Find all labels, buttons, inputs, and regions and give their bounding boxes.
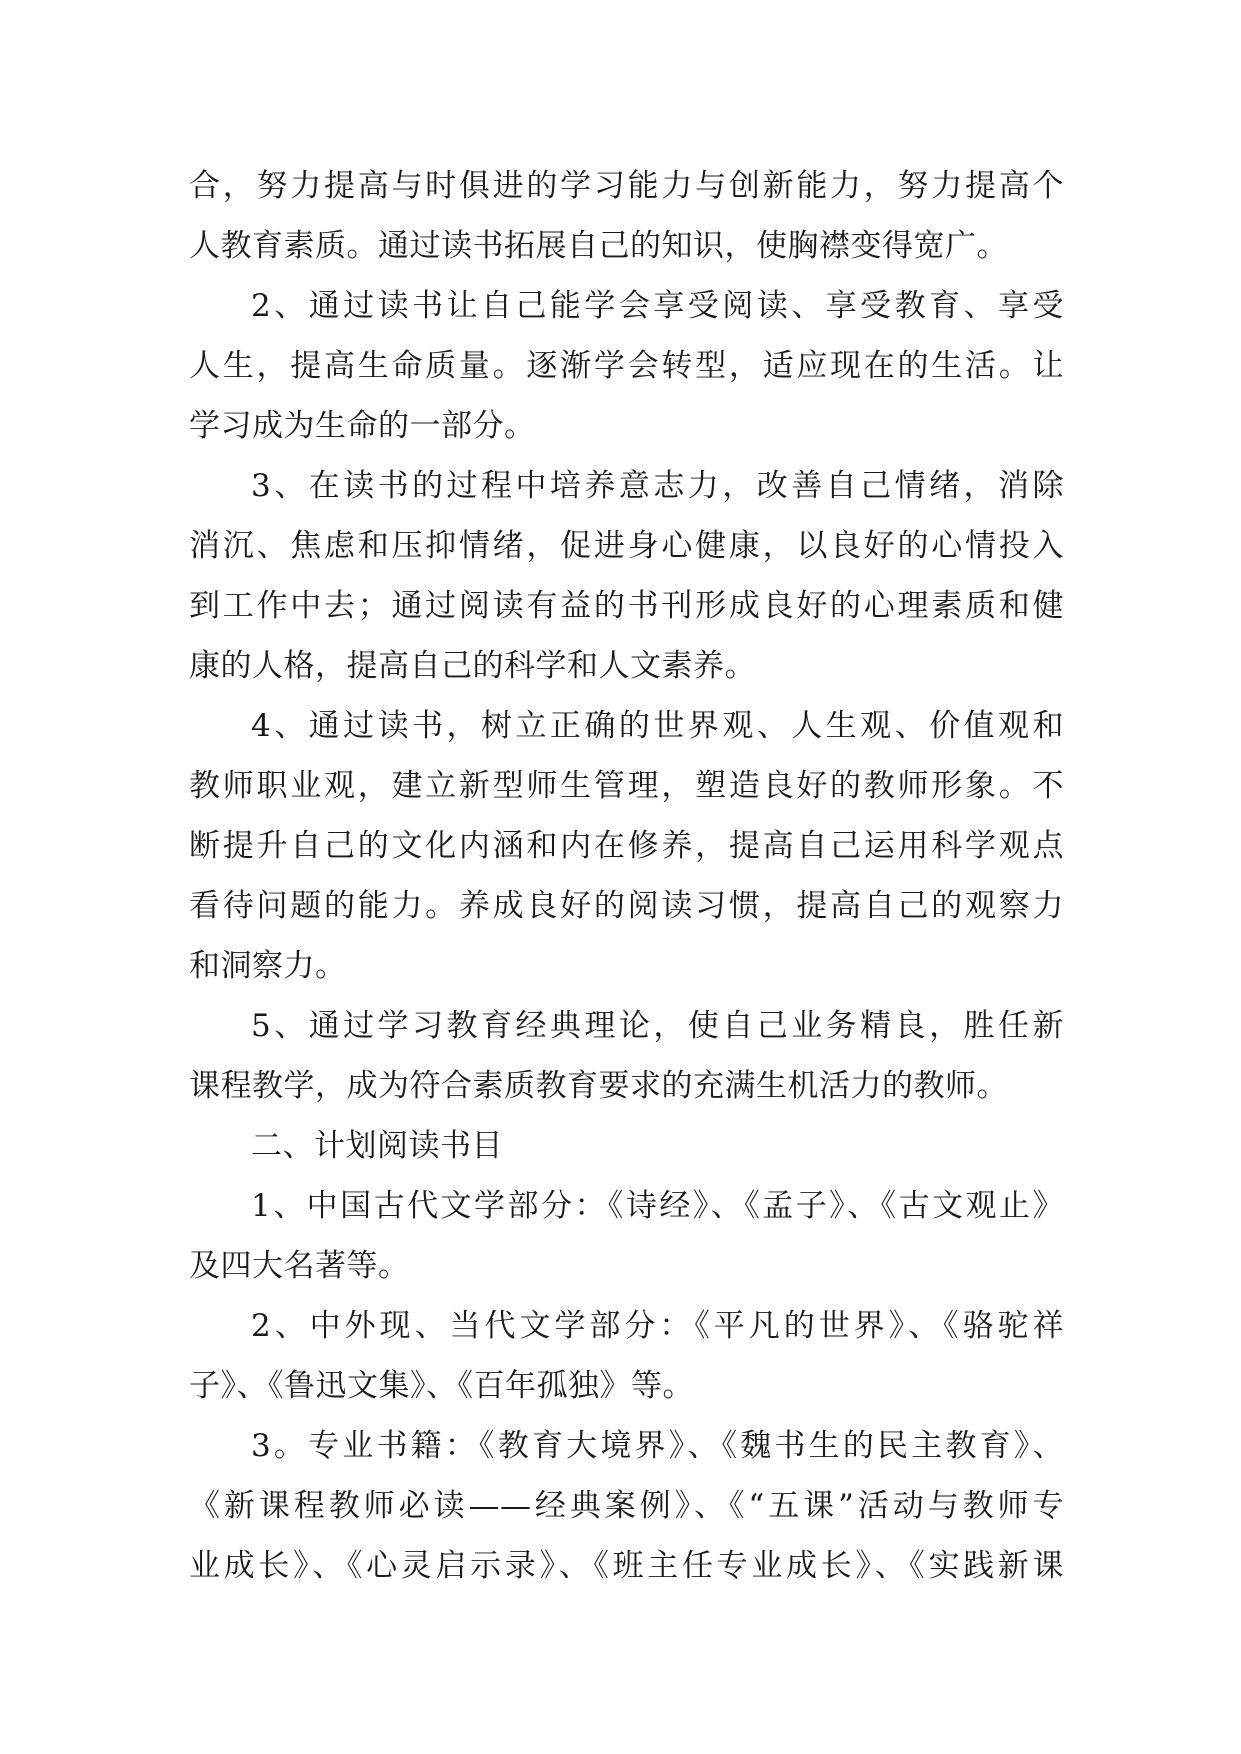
section-heading: 二、计划阅读书目 bbox=[251, 1128, 503, 1164]
text-line: 康的人格，提高自己的科学和人文素养。 bbox=[189, 648, 756, 684]
text-line: 业成长》、《心灵启示录》、《班主任专业成长》、《实践新课 bbox=[189, 1548, 1064, 1584]
text-line: 课程教学，成为符合素质教育要求的充满生机活力的教师。 bbox=[189, 1068, 1008, 1104]
paragraph-first-line: 5、通过学习教育经典理论，使自己业务精良，胜任新 bbox=[251, 1008, 1064, 1044]
document-page bbox=[189, 156, 1064, 1596]
text-line: 看待问题的能力。养成良好的阅读习惯，提高自己的观察力 bbox=[189, 888, 1064, 924]
text-line: 教师职业观，建立新型师生管理，塑造良好的教师形象。不 bbox=[189, 768, 1064, 804]
paragraph-first-line: 4、通过读书，树立正确的世界观、人生观、价值观和 bbox=[251, 708, 1064, 744]
text-line: 子》、《鲁迅文集》、《百年孤独》等。 bbox=[189, 1368, 694, 1404]
text-line: 到工作中去；通过阅读有益的书刊形成良好的心理素质和健 bbox=[189, 588, 1064, 624]
text-line: 人生，提高生命质量。逐渐学会转型，适应现在的生活。让 bbox=[189, 348, 1064, 384]
text-line: 消沉、焦虑和压抑情绪，促进身心健康，以良好的心情投入 bbox=[189, 528, 1064, 564]
text-line: 合，努力提高与时俱进的学习能力与创新能力，努力提高个 bbox=[189, 168, 1064, 204]
paragraph-first-line: 3。专业书籍：《教育大境界》、《魏书生的民主教育》、 bbox=[251, 1428, 1064, 1464]
text-line: 学习成为生命的一部分。 bbox=[189, 408, 536, 444]
paragraph-first-line: 3、在读书的过程中培养意志力，改善自己情绪，消除 bbox=[251, 468, 1064, 504]
paragraph-first-line: 1、中国古代文学部分：《诗经》、《孟子》、《古文观止》 bbox=[251, 1188, 1064, 1224]
text-line: 《新课程教师必读——经典案例》、《“五课”活动与教师专 bbox=[189, 1488, 1064, 1524]
text-line: 断提升自己的文化内涵和内在修养，提高自己运用科学观点 bbox=[189, 828, 1064, 864]
text-line: 和洞察力。 bbox=[189, 948, 347, 984]
paragraph-first-line: 2、通过读书让自己能学会享受阅读、享受教育、享受 bbox=[251, 288, 1064, 324]
paragraph-first-line: 2、中外现、当代文学部分：《平凡的世界》、《骆驼祥 bbox=[251, 1308, 1064, 1344]
text-line: 人教育素质。通过读书拓展自己的知识，使胸襟变得宽广。 bbox=[189, 228, 1008, 264]
text-line: 及四大名著等。 bbox=[189, 1248, 410, 1284]
